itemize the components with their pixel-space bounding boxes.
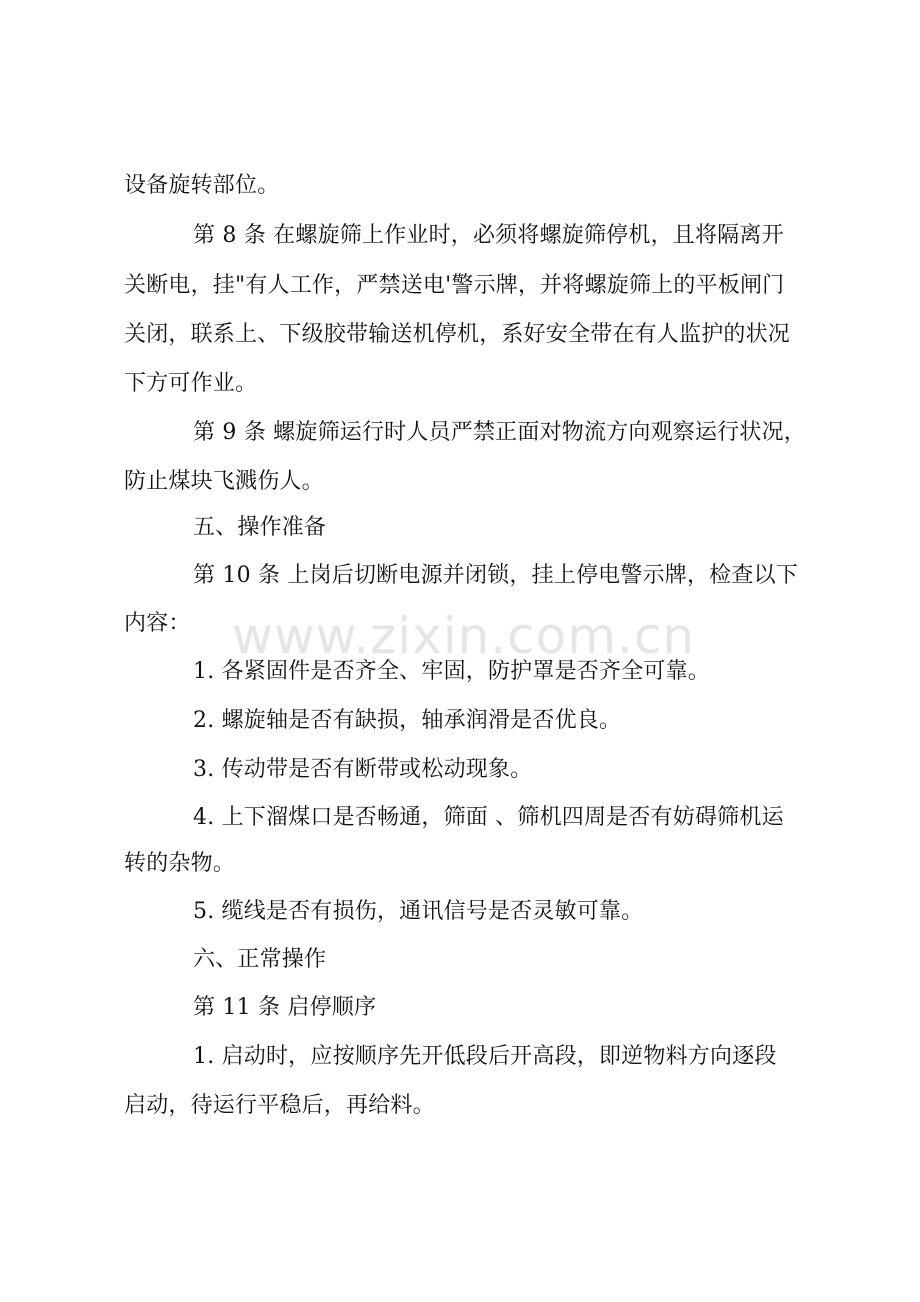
text-line: 第 8 条 在螺旋筛上作业时，必须将螺旋筛停机，且将隔离开	[193, 223, 784, 248]
text-line: 第 10 条 上岗后切断电源并闭锁，挂上停电警示牌，检查以下	[193, 563, 798, 588]
list-item: 1. 启动时，应按顺序先开低段后开高段，即逆物料方向逐段	[193, 1044, 777, 1069]
text-line: 防止煤块飞溅伤人。	[124, 469, 324, 494]
text-line: 关断电，挂"有人工作，严禁送电'警示牌，并将螺旋筛上的平板闸门	[124, 273, 785, 298]
text-line: 第 11 条 启停顺序	[193, 995, 377, 1020]
watermark: www.zixin.com.cn	[232, 607, 696, 665]
list-item: 1. 各紧固件是否齐全、牢固，防护罩是否齐全可靠。	[193, 659, 710, 684]
section-heading: 六、正常操作	[193, 947, 327, 972]
section-heading: 五、操作准备	[193, 515, 327, 540]
text-line: 设备旋转部位。	[124, 173, 280, 198]
list-item: 5. 缆线是否有损伤，通讯信号是否灵敏可靠。	[193, 899, 644, 924]
list-item: 3. 传动带是否有断带或松动现象。	[193, 757, 533, 782]
text-line: 转的杂物。	[124, 851, 236, 876]
text-line: 关闭，联系上、下级胶带输送机停机，系好安全带在有人监护的状况	[124, 322, 791, 347]
list-item: 4. 上下溜煤口是否畅通，筛面 、筛机四周是否有妨碍筛机运	[193, 805, 784, 830]
text-line: 下方可作业。	[124, 371, 258, 396]
text-line: 第 9 条 螺旋筛运行时人员严禁正面对物流方向观察运行状况，	[193, 420, 806, 445]
text-line: 启动，待运行平稳后，再给料。	[124, 1093, 435, 1118]
text-line: 内容：	[124, 611, 191, 636]
list-item: 2. 螺旋轴是否有缺损，轴承润滑是否优良。	[193, 708, 622, 733]
